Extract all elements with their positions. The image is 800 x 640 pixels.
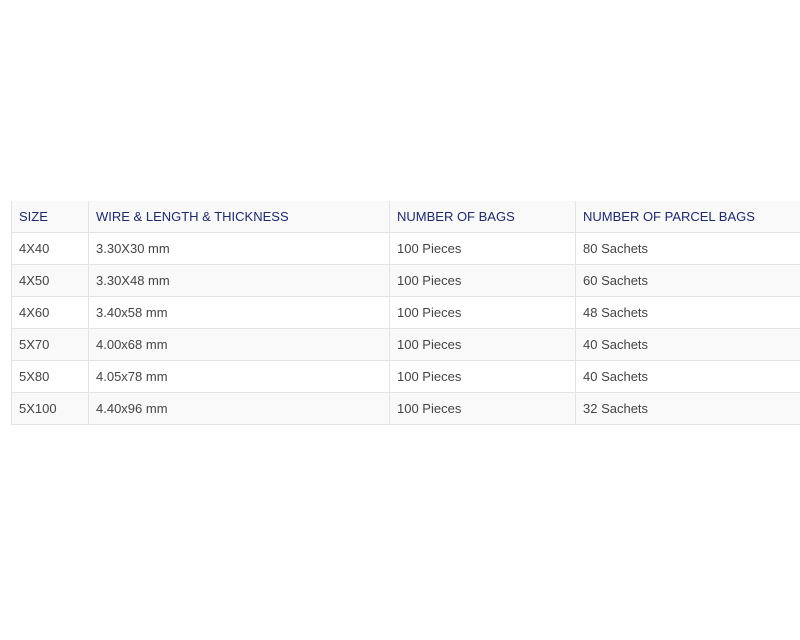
- table-header-row: [12, 201, 800, 233]
- header-size: SIZE: [12, 201, 89, 233]
- header-number-of-bags: NUMBER OF BAGS: [390, 201, 576, 233]
- cell-wire: 4.05x78 mm: [89, 361, 390, 393]
- header-number-of-parcel-bags: NUMBER OF PARCEL BAGS: [576, 201, 800, 233]
- table-row: [12, 233, 800, 265]
- cell-size: 5X100: [12, 393, 89, 425]
- cell-size: 4X40: [12, 233, 89, 265]
- cell-bags: 100 Pieces: [390, 297, 576, 329]
- cell-parcel-bags: 80 Sachets: [576, 233, 800, 265]
- spec-table: [11, 201, 800, 425]
- cell-wire: 3.40x58 mm: [89, 297, 390, 329]
- table-row: [12, 265, 800, 297]
- cell-parcel-bags: 40 Sachets: [576, 361, 800, 393]
- cell-size: 4X50: [12, 265, 89, 297]
- cell-bags: 100 Pieces: [390, 233, 576, 265]
- cell-wire: 3.30X30 mm: [89, 233, 390, 265]
- cell-size: 5X70: [12, 329, 89, 361]
- cell-wire: 4.00x68 mm: [89, 329, 390, 361]
- table-row: [12, 361, 800, 393]
- cell-bags: 100 Pieces: [390, 393, 576, 425]
- table-row: [12, 297, 800, 329]
- cell-size: 4X60: [12, 297, 89, 329]
- cell-parcel-bags: 48 Sachets: [576, 297, 800, 329]
- header-wire-length-thickness: WIRE & LENGTH & THICKNESS: [89, 201, 390, 233]
- spec-table-container: [11, 201, 800, 425]
- cell-bags: 100 Pieces: [390, 329, 576, 361]
- table-row: [12, 393, 800, 425]
- cell-parcel-bags: 40 Sachets: [576, 329, 800, 361]
- cell-wire: 3.30X48 mm: [89, 265, 390, 297]
- cell-size: 5X80: [12, 361, 89, 393]
- cell-parcel-bags: 32 Sachets: [576, 393, 800, 425]
- cell-bags: 100 Pieces: [390, 361, 576, 393]
- cell-bags: 100 Pieces: [390, 265, 576, 297]
- cell-wire: 4.40x96 mm: [89, 393, 390, 425]
- table-row: [12, 329, 800, 361]
- cell-parcel-bags: 60 Sachets: [576, 265, 800, 297]
